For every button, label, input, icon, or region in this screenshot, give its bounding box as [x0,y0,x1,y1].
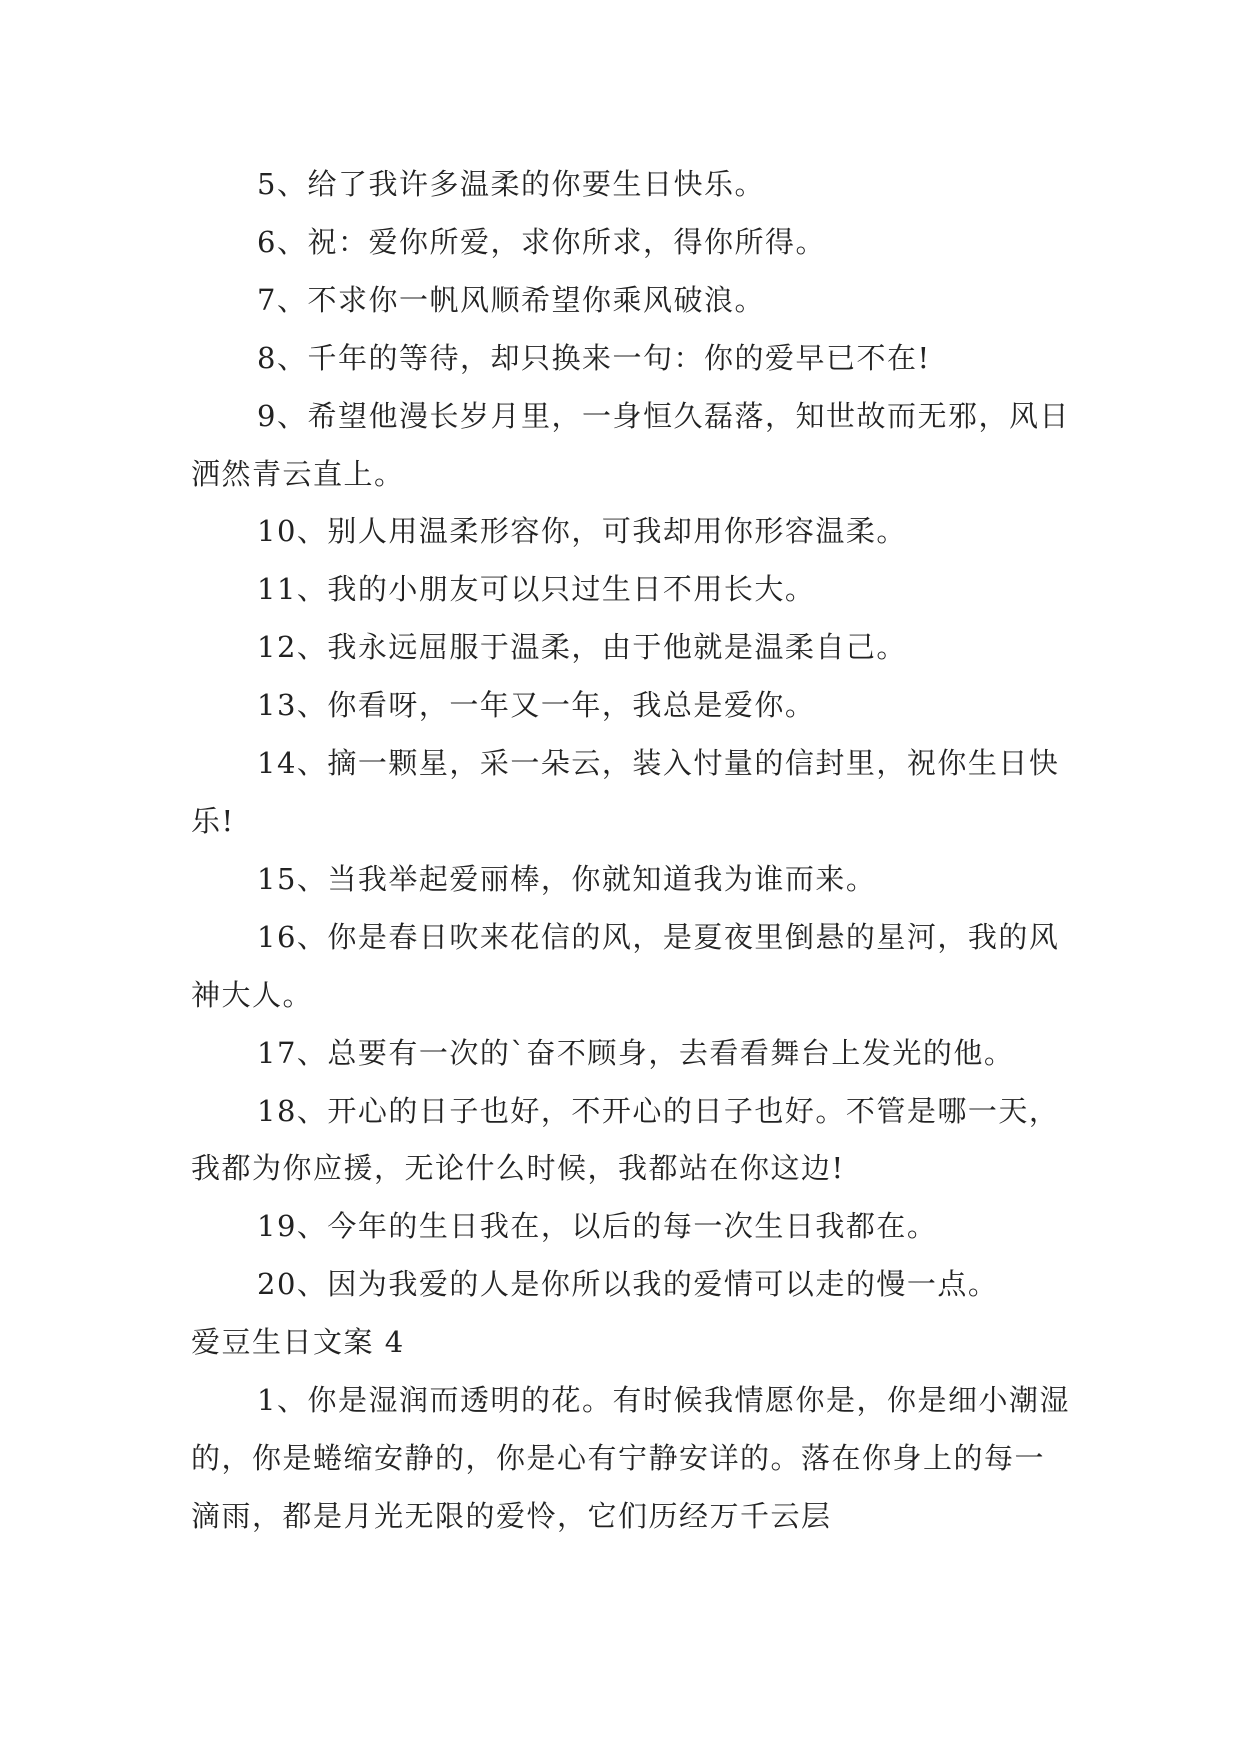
paragraph-item-13: 13、你看呀，一年又一年，我总是爱你。 [257,688,816,723]
paragraph-item-19: 19、今年的生日我在，以后的每一次生日我都在。 [257,1209,938,1244]
paragraph-item-18: 18、开心的日子也好，不开心的日子也好。不管是哪一天，我都为你应援，无论什么时候，我都站在你这边! [191,1093,1060,1186]
paragraph-item-20: 20、因为我爱的人是你所以我的爱情可以走的慢一点。 [257,1267,999,1302]
paragraph-item-17: 17、总要有一次的`奋不顾身，去看看舞台上发光的他。 [257,1035,1015,1070]
paragraph-item-7: 7、不求你一帆风顺希望你乘风破浪。 [257,282,765,317]
section-heading: 爱豆生日文案 4 [191,1325,405,1360]
paragraph-item-12: 12、我永远屈服于温柔，由于他就是温柔自己。 [257,630,907,665]
paragraph-item-11: 11、我的小朋友可以只过生日不用长大。 [257,572,816,607]
paragraph-item-8: 8、千年的等待，却只换来一句：你的爱早已不在! [257,340,931,375]
paragraph-item-9: 9、希望他漫长岁月里，一身恒久磊落，知世故而无邪，风日洒然青云直上。 [191,398,1070,491]
paragraph-item-15: 15、当我举起爱丽棒，你就知道我为谁而来。 [257,861,877,896]
paragraph-item-10: 10、别人用温柔形容你，可我却用你形容温柔。 [257,514,907,549]
paragraph-item-14: 14、摘一颗星，采一朵云，装入忖量的信封里，祝你生日快乐! [191,746,1060,838]
document-body [191,156,1071,1546]
paragraph-item-6: 6、祝：爱你所爱，求你所求，得你所得。 [257,224,826,259]
paragraph-item-1: 1、你是湿润而透明的花。有时候我情愿你是，你是细小潮湿的，你是蜷缩安静的，你是心有宁静安详的。落在你身上的每一滴雨，都是月光无限的爱怜，它们历经万千云层 [191,1383,1070,1533]
paragraph-item-16: 16、你是春日吹来花信的风，是夏夜里倒悬的星河，我的风神大人。 [191,919,1060,1012]
paragraph-item-5: 5、给了我许多温柔的你要生日快乐。 [257,167,765,201]
